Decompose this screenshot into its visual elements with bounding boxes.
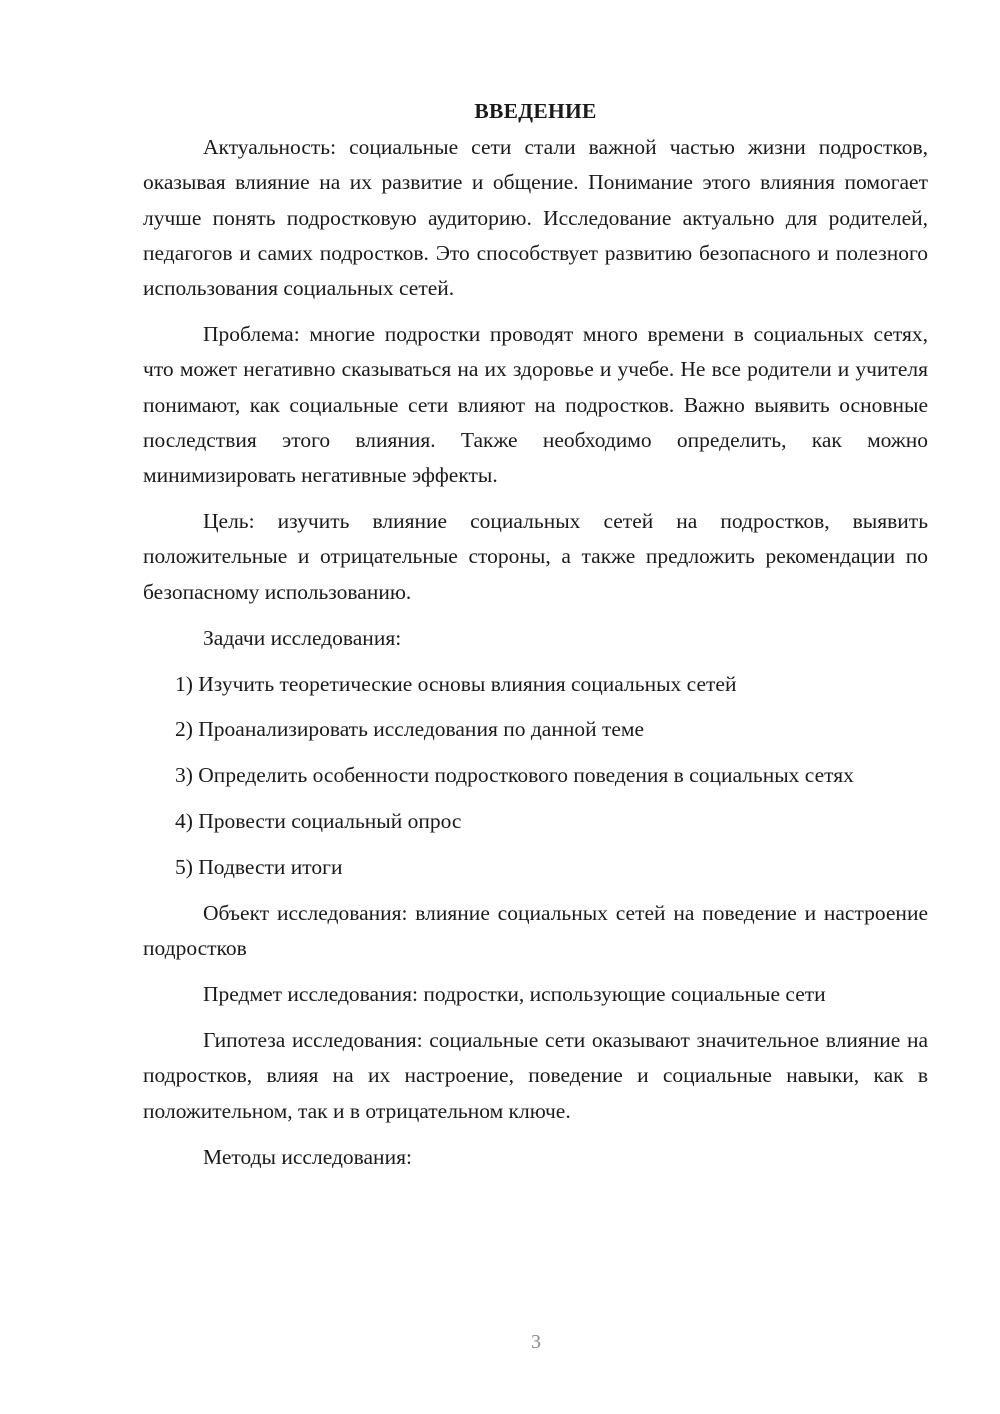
document-page: [143, 92, 928, 1185]
methods-paragraph: Методы исследования:: [203, 1144, 412, 1169]
relevance-paragraph: Актуальность: социальные сети стали важной частью жизни подростков, оказывая влияние на их развитие и общение. Понимание этого влияния помогает лучше понять подростковую аудиторию. Исследование актуально для родителей, педагогов и самих подростков. Это способствует развитию безопасного и полезного использования социальных сетей.: [143, 135, 928, 301]
page-title: ВВЕДЕНИЕ: [474, 99, 597, 123]
page-number: 3: [531, 1331, 541, 1353]
task-item-2: 2) Проанализировать исследования по данной теме: [175, 717, 645, 742]
subject-paragraph: Предмет исследования: подростки, использующие социальные сети: [203, 982, 826, 1007]
object-paragraph: Объект исследования: влияние социальных сетей на поведение и настроение подростков: [143, 900, 928, 961]
task-item-1: 1) Изучить теоретические основы влияния социальных сетей: [175, 671, 737, 696]
task-item-3: 3) Определить особенности подросткового поведения в социальных сетях: [175, 763, 854, 788]
tasks-title: Задачи исследования:: [203, 625, 402, 650]
goal-paragraph: Цель: изучить влияние социальных сетей на подростков, выявить положительные и отрицательные стороны, а также предложить рекомендации по безопасному использованию.: [143, 509, 928, 604]
task-item-5: 5) Подвести итоги: [175, 855, 343, 880]
task-item-4: 4) Провести социальный опрос: [175, 809, 462, 834]
problem-paragraph: Проблема: многие подростки проводят много времени в социальных сетях, что может негативно сказываться на их здоровье и учебе. Не все родители и учителя понимают, как социальные сети влияют на подростков. Важно выявить основные последствия этого влияния. Также необходимо определить, как можно минимизировать негативные эффекты.: [143, 322, 928, 488]
hypothesis-paragraph: Гипотеза исследования: социальные сети оказывают значительное влияние на подростков, влияя на их настроение, поведение и социальные навыки, как в положительном, так и в отрицательном ключе.: [143, 1028, 928, 1123]
